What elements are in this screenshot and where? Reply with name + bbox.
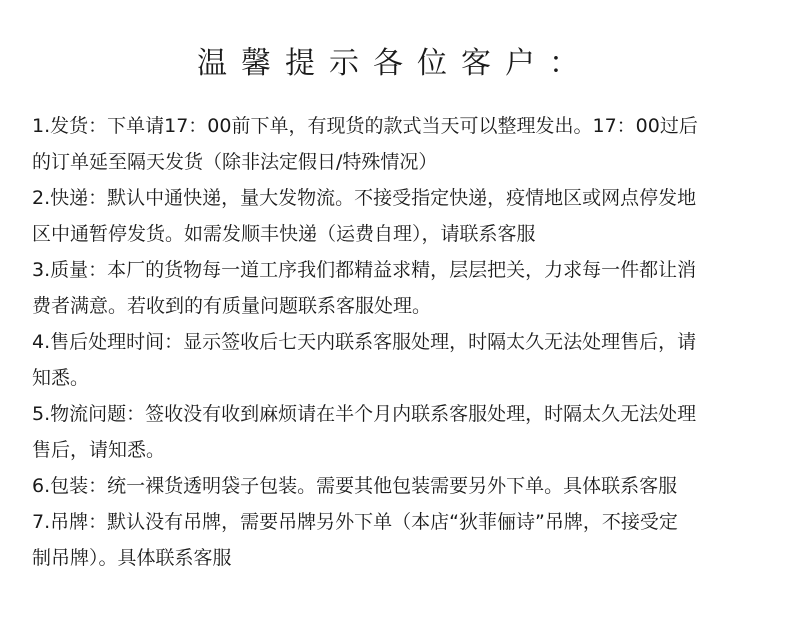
notice-line: 1.发货：下单请17：00前下单，有现货的款式当天可以整理发出。17：00过后 (32, 115, 698, 137)
notice-line: 制吊牌）。具体联系客服 (32, 547, 232, 569)
notice-line: 售后，请知悉。 (32, 439, 166, 461)
notice-line: 5.物流问题：签收没有收到麻烦请在半个月内联系客服处理，时隔太久无法处理 (32, 403, 697, 425)
notice-line: 的订单延至隔天发货（除非法定假日/特殊情况） (32, 151, 438, 173)
notice-line: 7.吊牌：默认没有吊牌，需要吊牌另外下单（本店“狄菲俪诗”吊牌，不接受定 (32, 511, 678, 533)
notice-line: 3.质量：本厂的货物每一道工序我们都精益求精，层层把关，力求每一件都让消 (32, 259, 697, 281)
notice-line: 区中通暂停发货。如需发顺丰快递（运费自理），请联系客服 (32, 223, 536, 245)
notice-line: 2.快递：默认中通快递，量大发物流。不接受指定快递，疫情地区或网点停发地 (32, 187, 697, 209)
notice-title: 温馨提示各位客户： (197, 46, 593, 81)
notice-line: 6.包装：统一裸货透明袋子包装。需要其他包装需要另外下单。具体联系客服 (32, 475, 678, 497)
notice-list (32, 108, 760, 576)
notice-line: 4.售后处理时间：显示签收后七天内联系客服处理，时隔太久无法处理售后，请 (32, 331, 697, 353)
notice-line: 知悉。 (32, 367, 90, 389)
notice-line: 费者满意。若收到的有质量问题联系客服处理。 (32, 295, 432, 317)
